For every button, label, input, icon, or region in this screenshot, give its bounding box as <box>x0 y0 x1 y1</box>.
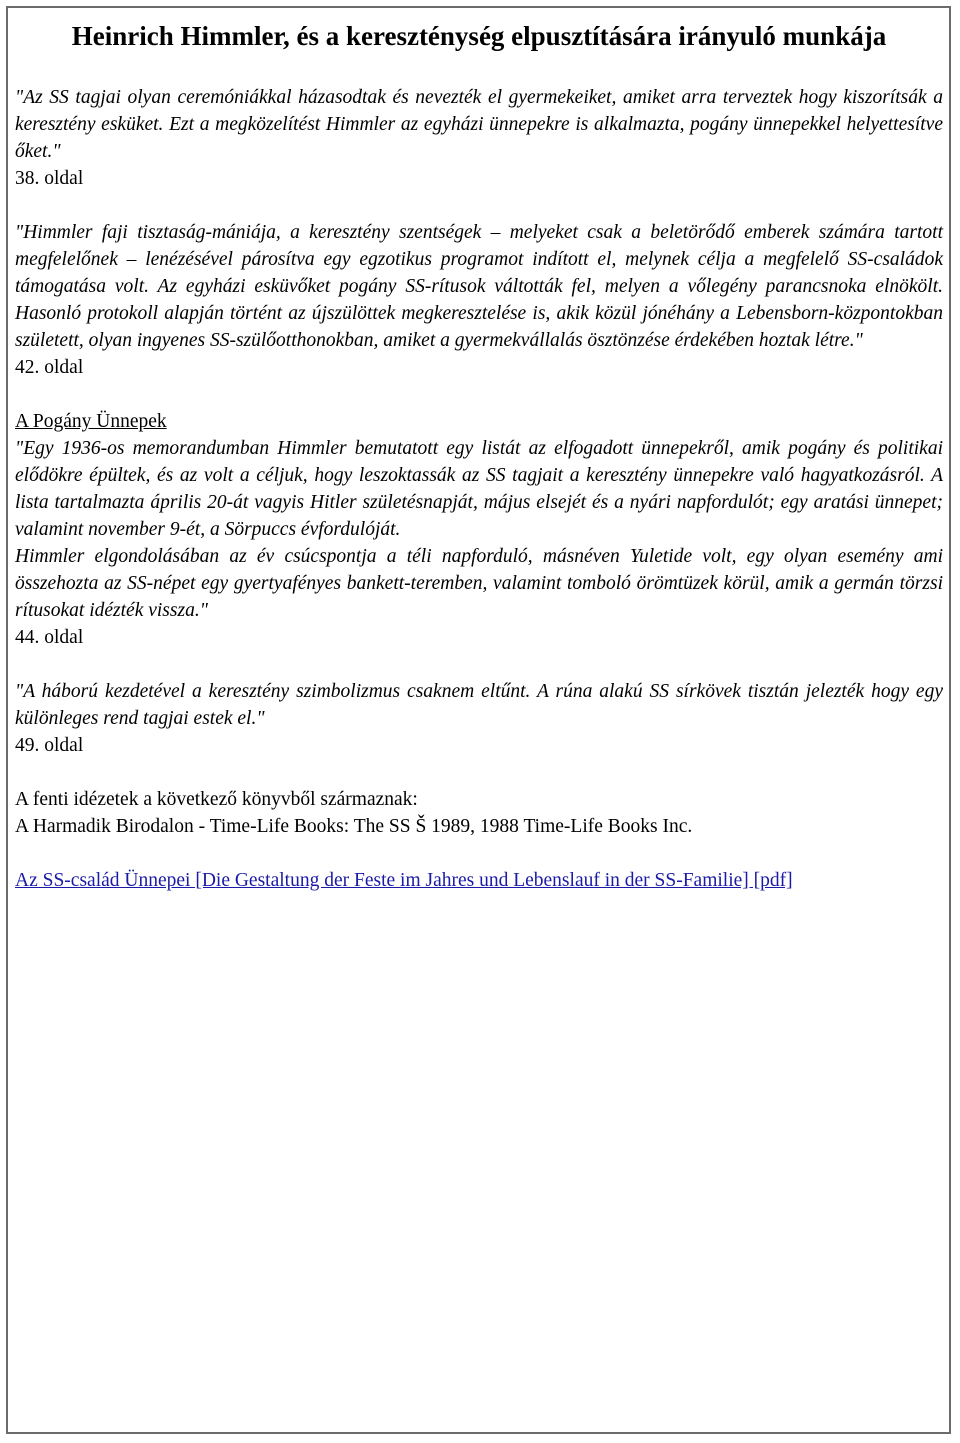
quote-2-cont: Hasonló protokoll alapján történt az újszülöttek megkeresztelése is, akik közül jónéhány a Lebensborn-központokban született, olyan ingyenes SS-szülőotthonokban, amiket a gyermekvállalás ösztönzése érdekében hoztak létre." <box>15 303 943 351</box>
quote-2-italic: "Himmler faji tisztaság-mániája, a keresztény szentségek – melyeket csak a beletörődő emberek számára tartott megfelelőnek – lenézésével párosítva egy egzotikus programot indított el, melynek célja a megfelelő SS-családok támogatása volt. Az egyházi esküvőket pogány SS-rítusok váltották fel, melyen a vőlegény parancsnoka elnökölt. <box>15 222 943 297</box>
quote-1: "Az SS tagjai olyan ceremóniákkal házasodtak és nevezték el gyermekeiket, amiket arra terveztek hogy kiszorítsák a keresztény esküket. Ezt a megközelítést Himmler az egyházi ünnepekre is alkalmazta, pogány ünnepekkel helyettesítve őket." <box>15 87 943 162</box>
quote-2 <box>15 219 943 354</box>
page-ref-1: 38. oldal <box>15 168 84 189</box>
page-title: Heinrich Himmler, és a kereszténység elpusztítására irányuló munkája <box>71 21 887 51</box>
section-title: A Pogány Ünnepek <box>15 411 167 432</box>
link-paragraph <box>15 867 943 894</box>
pdf-link[interactable]: Az SS-család Ünnepei [Die Gestaltung der Feste im Jahres und Lebenslauf in der SS-Familie] [pdf] <box>15 870 793 891</box>
source-intro: A fenti idézetek a következő könyvből származnak: <box>15 789 418 810</box>
page-ref-3: 44. oldal <box>15 627 84 648</box>
source-book: A Harmadik Birodalon - Time-Life Books: The SS Š 1989, 1988 Time-Life Books Inc. <box>15 816 693 837</box>
section-paragraph-2: Himmler elgondolásában az év csúcspontja a téli napforduló, másnéven Yuletide volt, egy olyan esemény ami összehozta az SS-népet egy gyertyafényes bankett-teremben, valamint tomboló örömtüzek körül, amik a germán törzsi rítusokat idézték vissza." <box>15 546 943 621</box>
quote-4: "A háború kezdetével a keresztény szimbolizmus csaknem eltűnt. A rúna alakú SS sírkövek tisztán jelezték hogy egy különleges rend tagjai estek el." <box>15 681 943 729</box>
page-ref-2: 42. oldal <box>15 357 84 378</box>
page-ref-4: 49. oldal <box>15 735 84 756</box>
section-paragraph-1: "Egy 1936-os memorandumban Himmler bemutatott egy listát az elfogadott ünnepekről, amik pogány és politikai elődökre épültek, és az volt a céljuk, hogy leszoktassák az SS tagjait a keresztény ünnepekre való hagyatkozásról. A lista tartalmazta április 20-át vagyis Hitler születésnapját, május elsejét és a nyári napfordulót; egy aratási ünnepet; valamint november 9-ét, a Sörpuccs évfordulóját. <box>15 438 943 540</box>
document-content <box>15 14 943 894</box>
